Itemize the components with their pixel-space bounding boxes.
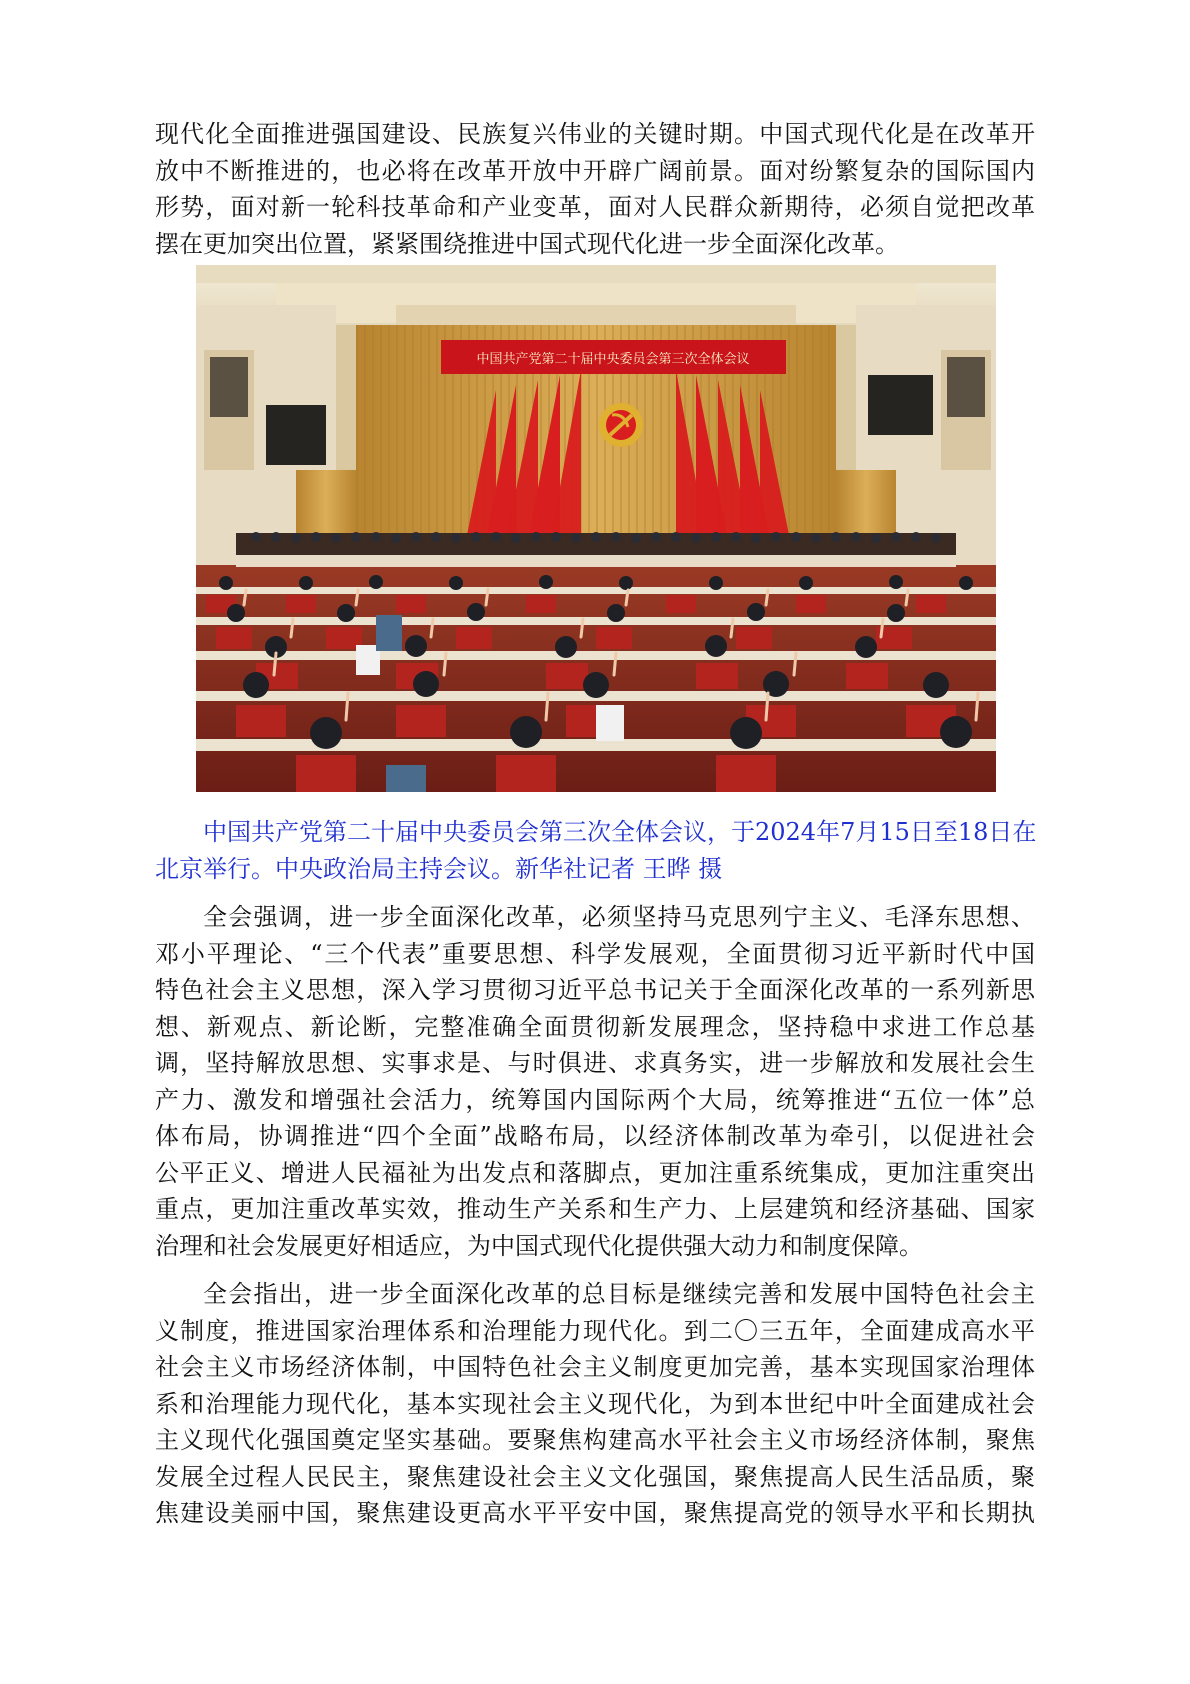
text-line: 系和治理能力现代化，基本实现社会主义现代化，为到本世纪中叶全面建成社会: [155, 1389, 1035, 1418]
text-line: 发展全过程人民民主，聚焦建设社会主义文化强国，聚焦提高人民生活品质，聚: [155, 1462, 1035, 1491]
text-line: 重点，更加注重改革实效，推动生产关系和生产力、上层建筑和经济基础、国家: [155, 1195, 1035, 1223]
text-line: 产力、激发和增强社会活力，统筹国内国际两个大局，统筹推进“五位一体”总: [155, 1085, 1035, 1114]
text-line: 义制度，推进国家治理体系和治理能力现代化。到二〇三五年，全面建成高水平: [155, 1316, 1035, 1345]
text-line: 主义现代化强国奠定坚实基础。要聚焦构建高水平社会主义市场经济体制，聚焦: [155, 1426, 1035, 1454]
text-line: 全会强调，进一步全面深化改革，必须坚持马克思列宁主义、毛泽东思想、: [203, 903, 1035, 931]
text-line: 邓小平理论、“三个代表”重要思想、科学发展观，全面贯彻习近平新时代中国: [155, 939, 1035, 968]
text-line: 现代化全面推进强国建设、民族复兴伟业的关键时期。中国式现代化是在改革开: [155, 120, 1035, 148]
banner-text: 中国共产党第二十届中央委员会第三次全体会议: [476, 352, 750, 367]
text-line: 治理和社会发展更好相适应，为中国式现代化提供强大动力和制度保障。: [155, 1231, 923, 1260]
text-line: 特色社会主义思想，深入学习贯彻习近平总书记关于全面深化改革的一系列新思: [155, 976, 1035, 1004]
paragraph-intro: [155, 116, 1035, 262]
text-line: 焦建设美丽中国，聚焦建设更高水平平安中国，聚焦提高党的领导水平和长期执: [155, 1499, 1035, 1527]
text-line: 体布局，协调推进“四个全面”战略布局，以经济体制改革为牵引，以促进社会: [155, 1122, 1035, 1150]
text-line: 调，坚持解放思想、实事求是、与时俱进、求真务实，进一步解放和发展社会生: [155, 1049, 1035, 1077]
text-line: 公平正义、增进人民福祉为出发点和落脚点，更加注重系统集成，更加注重突出: [155, 1158, 1035, 1187]
text-line: 放中不断推进的，也必将在改革开放中开辟广阔前景。面对纷繁复杂的国际国内: [155, 156, 1035, 185]
text-line: 全会指出，进一步全面深化改革的总目标是继续完善和发展中国特色社会主: [203, 1280, 1035, 1308]
paragraph-emphasis: [155, 899, 1035, 1264]
photo-caption: [155, 814, 1035, 887]
text-line: 社会主义市场经济体制，中国特色社会主义制度更加完善，基本实现国家治理体: [155, 1353, 1035, 1381]
paragraph-goals: [155, 1276, 1035, 1532]
text-line: 摆在更加突出位置，紧紧围绕推进中国式现代化进一步全面深化改革。: [155, 229, 899, 258]
caption-line: 中国共产党第二十届中央委员会第三次全体会议，于2024年7月15日至18日在: [203, 818, 1037, 846]
caption-line: 北京举行。中央政治局主持会议。新华社记者 王晔 摄: [155, 854, 723, 883]
plenary-session-photo: [196, 265, 996, 792]
text-line: 形势，面对新一轮科技革命和产业变革，面对人民群众新期待，必须自觉把改革: [155, 193, 1035, 221]
text-line: 想、新观点、新论断，完整准确全面贯彻新发展理念，坚持稳中求进工作总基: [155, 1012, 1035, 1041]
